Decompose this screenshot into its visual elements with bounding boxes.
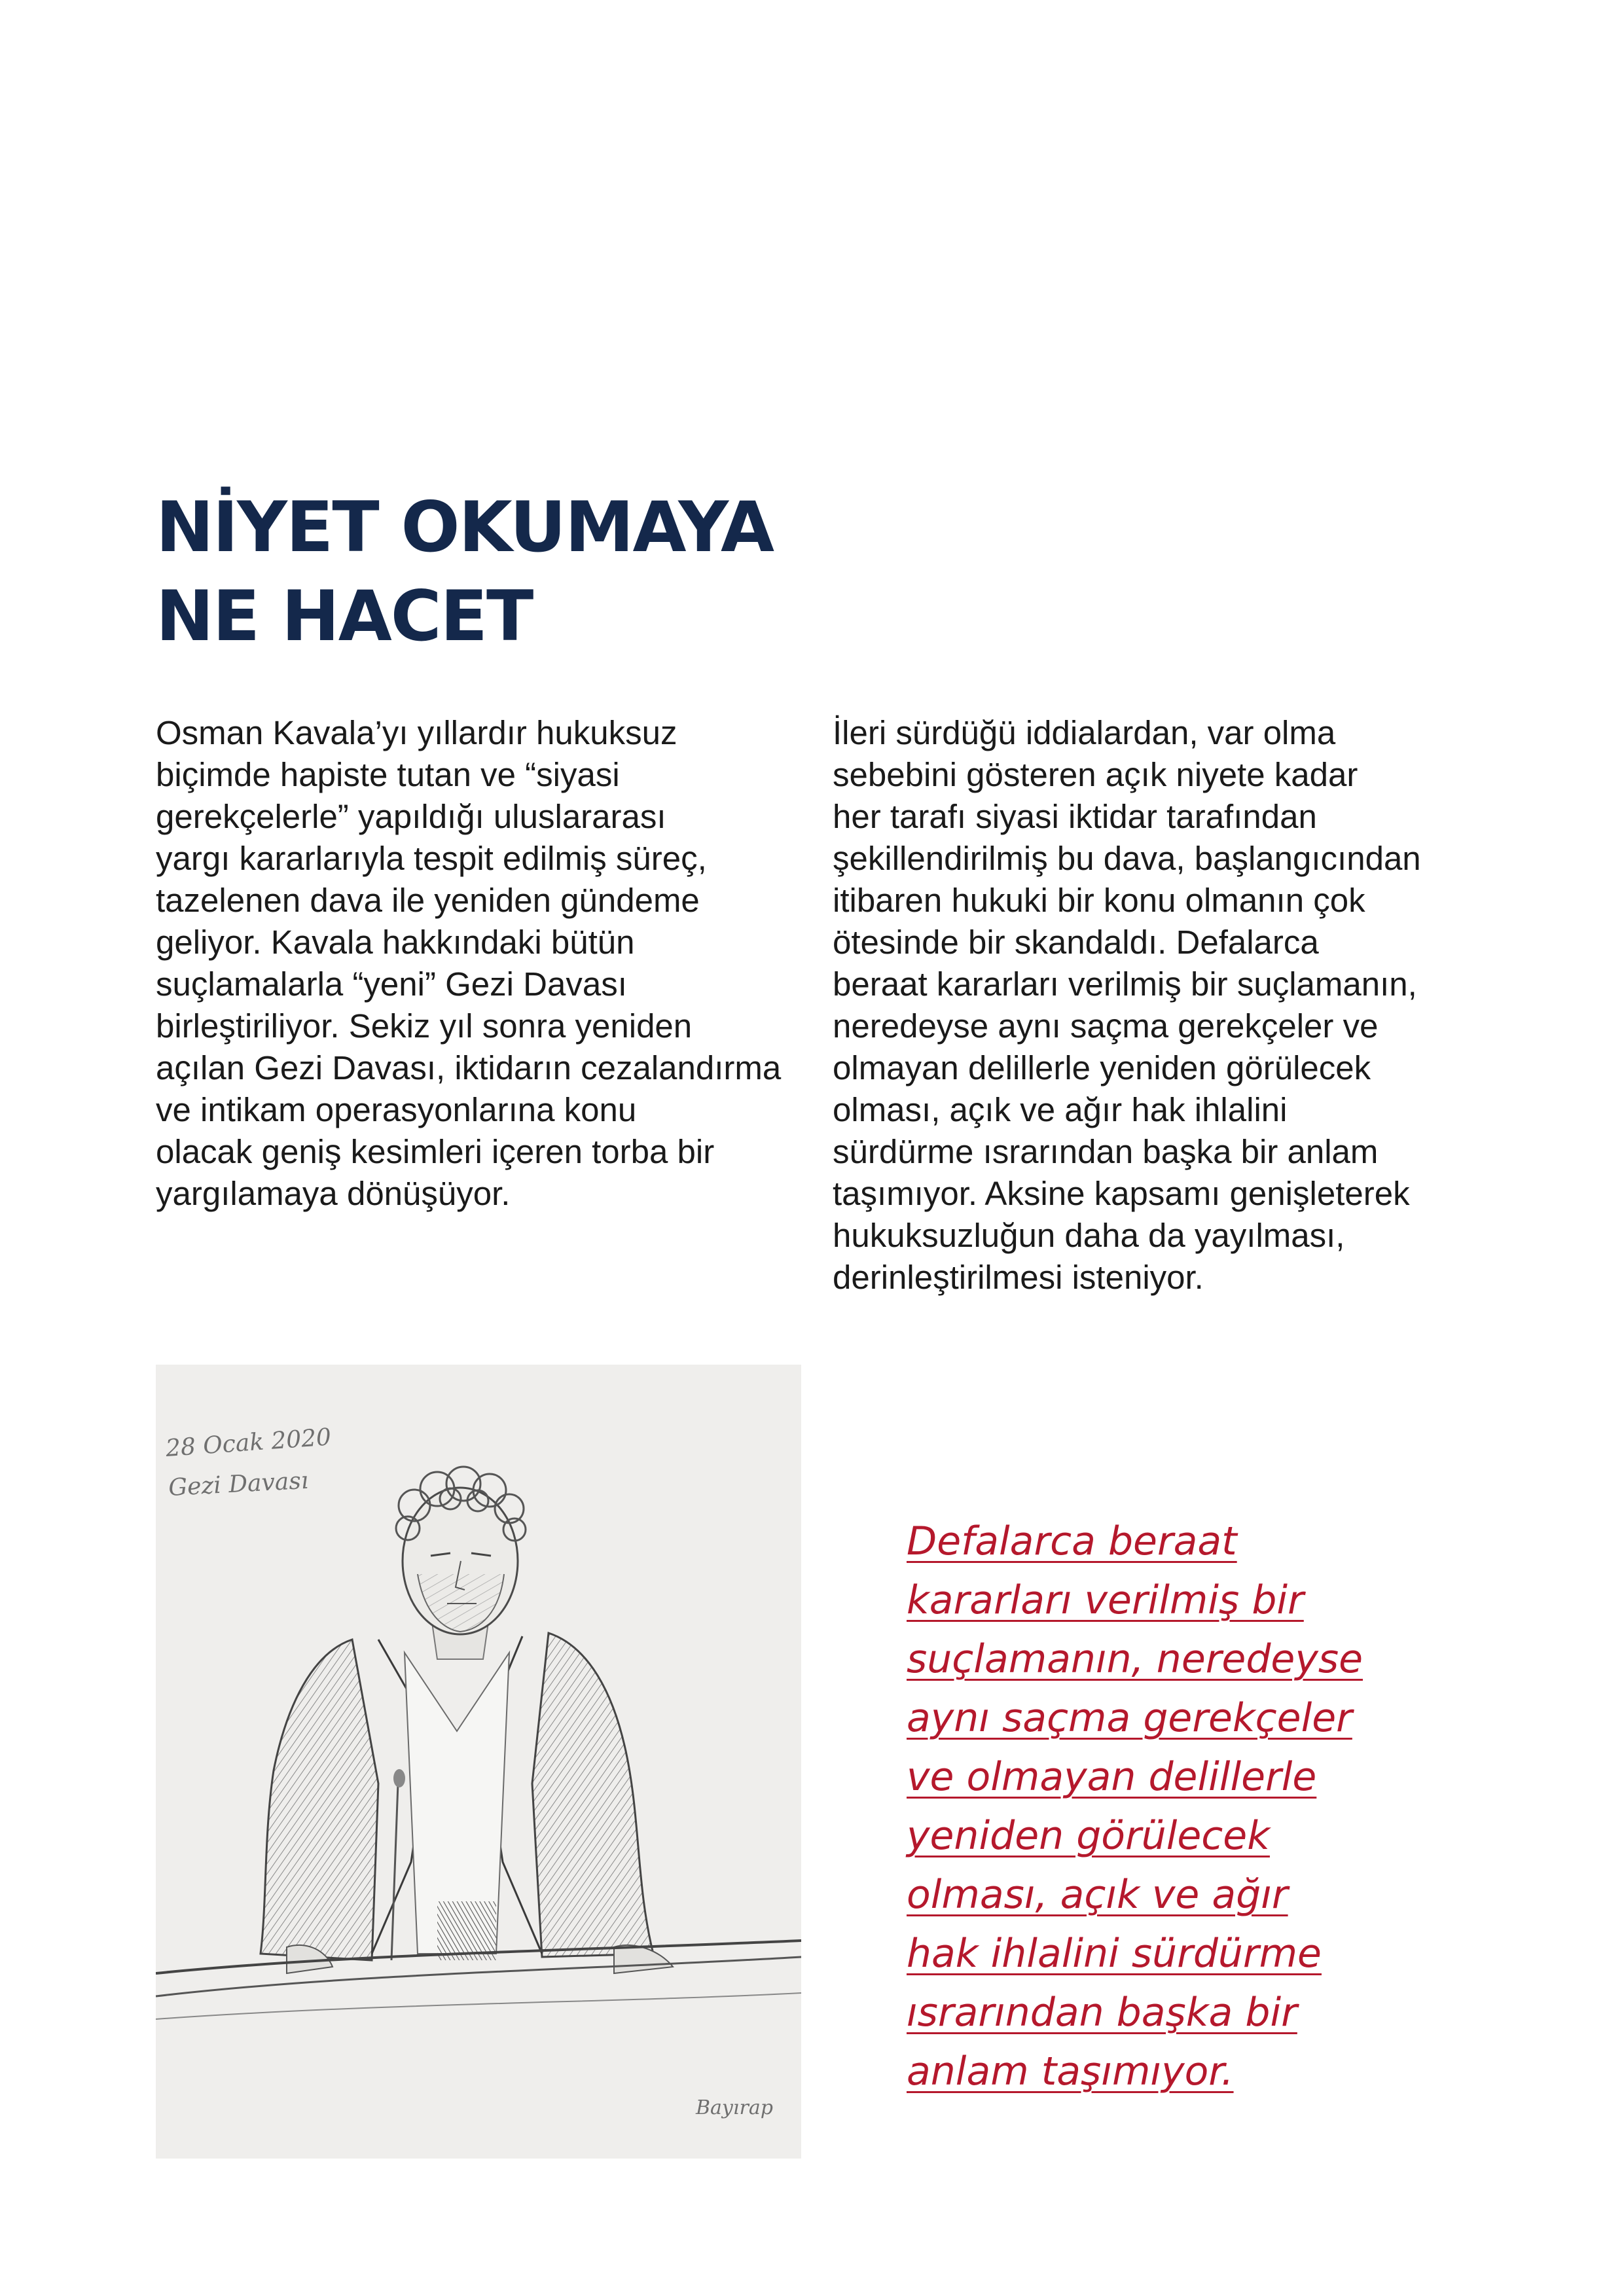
text-line: her tarafı siyasi iktidar tarafından [833, 798, 1317, 835]
body-text-right-column [833, 712, 1487, 1299]
text-line: taşımıyor. Aksine kapsamı genişleterek [833, 1175, 1410, 1212]
text-line: sebebini gösteren açık niyete kadar [833, 756, 1358, 793]
text-line: beraat kararları verilmiş bir suçlamanın, [833, 965, 1417, 1003]
body-text-left-column [156, 712, 804, 1215]
quote-line: yeniden görülecek [907, 1813, 1270, 1859]
page-title [156, 483, 941, 661]
text-line: birleştiriliyor. Sekiz yıl sonra yeniden [156, 1007, 693, 1045]
sketch-drawing [156, 1365, 801, 2159]
quote-line: hak ihlalini sürdürme [907, 1931, 1322, 1977]
title-line-2: NE HACET [156, 576, 533, 656]
text-line: derinleştirilmesi isteniyor. [833, 1259, 1204, 1296]
text-line: sürdürme ısrarından başka bir anlam [833, 1133, 1379, 1170]
text-line: tazelenen dava ile yeniden gündeme [156, 882, 700, 919]
courtroom-sketch-image [156, 1365, 801, 2159]
text-line: olması, açık ve ağır hak ihlalini [833, 1091, 1288, 1128]
quote-line: ısrarından başka bir [907, 1990, 1297, 2036]
text-line: yargı kararlarıyla tespit edilmiş süreç, [156, 840, 707, 877]
text-line: gerekçelerle” yapıldığı uluslararası [156, 798, 666, 835]
text-line: geliyor. Kavala hakkındaki bütün [156, 924, 635, 961]
sketch-case-note: Gezi Davası [168, 1467, 310, 1501]
text-line: açılan Gezi Davası, iktidarın cezalandırma [156, 1049, 782, 1086]
quote-line: ve olmayan delillerle [907, 1754, 1317, 1800]
text-line: biçimde hapiste tutan ve “siyasi [156, 756, 620, 793]
quote-line: kararları verilmiş bir [907, 1577, 1304, 1623]
text-line: neredeyse aynı saçma gerekçeler ve [833, 1007, 1379, 1045]
text-line: ötesinde bir skandaldı. Defalarca [833, 924, 1319, 961]
text-line: yargılamaya dönüşüyor. [156, 1175, 511, 1212]
text-line: suçlamalarla “yeni” Gezi Davası [156, 965, 627, 1003]
text-line: olacak geniş kesimleri içeren torba bir [156, 1133, 715, 1170]
title-line-1: NİYET OKUMAYA [156, 487, 774, 567]
text-line: şekillendirilmiş bu dava, başlangıcından [833, 840, 1421, 877]
text-line: ve intikam operasyonlarına konu [156, 1091, 637, 1128]
text-line: Osman Kavala’yı yıllardır hukuksuz [156, 714, 677, 751]
sketch-date-note: 28 Ocak 2020 [164, 1424, 333, 1462]
pull-quote [907, 1512, 1496, 2101]
quote-line: Defalarca beraat [907, 1518, 1237, 1564]
quote-line: aynı saçma gerekçeler [907, 1695, 1352, 1741]
text-line: itibaren hukuki bir konu olmanın çok [833, 882, 1365, 919]
text-line: hukuksuzluğun daha da yayılması, [833, 1217, 1345, 1254]
quote-line: olması, açık ve ağır [907, 1872, 1288, 1918]
quote-line: suçlamanın, neredeyse [907, 1636, 1363, 1682]
text-line: olmayan delillerle yeniden görülecek [833, 1049, 1371, 1086]
quote-line: anlam taşımıyor. [907, 2049, 1234, 2094]
text-line: İleri sürdüğü iddialardan, var olma [833, 714, 1336, 751]
sketch-signature: Bayırap [696, 2096, 773, 2119]
